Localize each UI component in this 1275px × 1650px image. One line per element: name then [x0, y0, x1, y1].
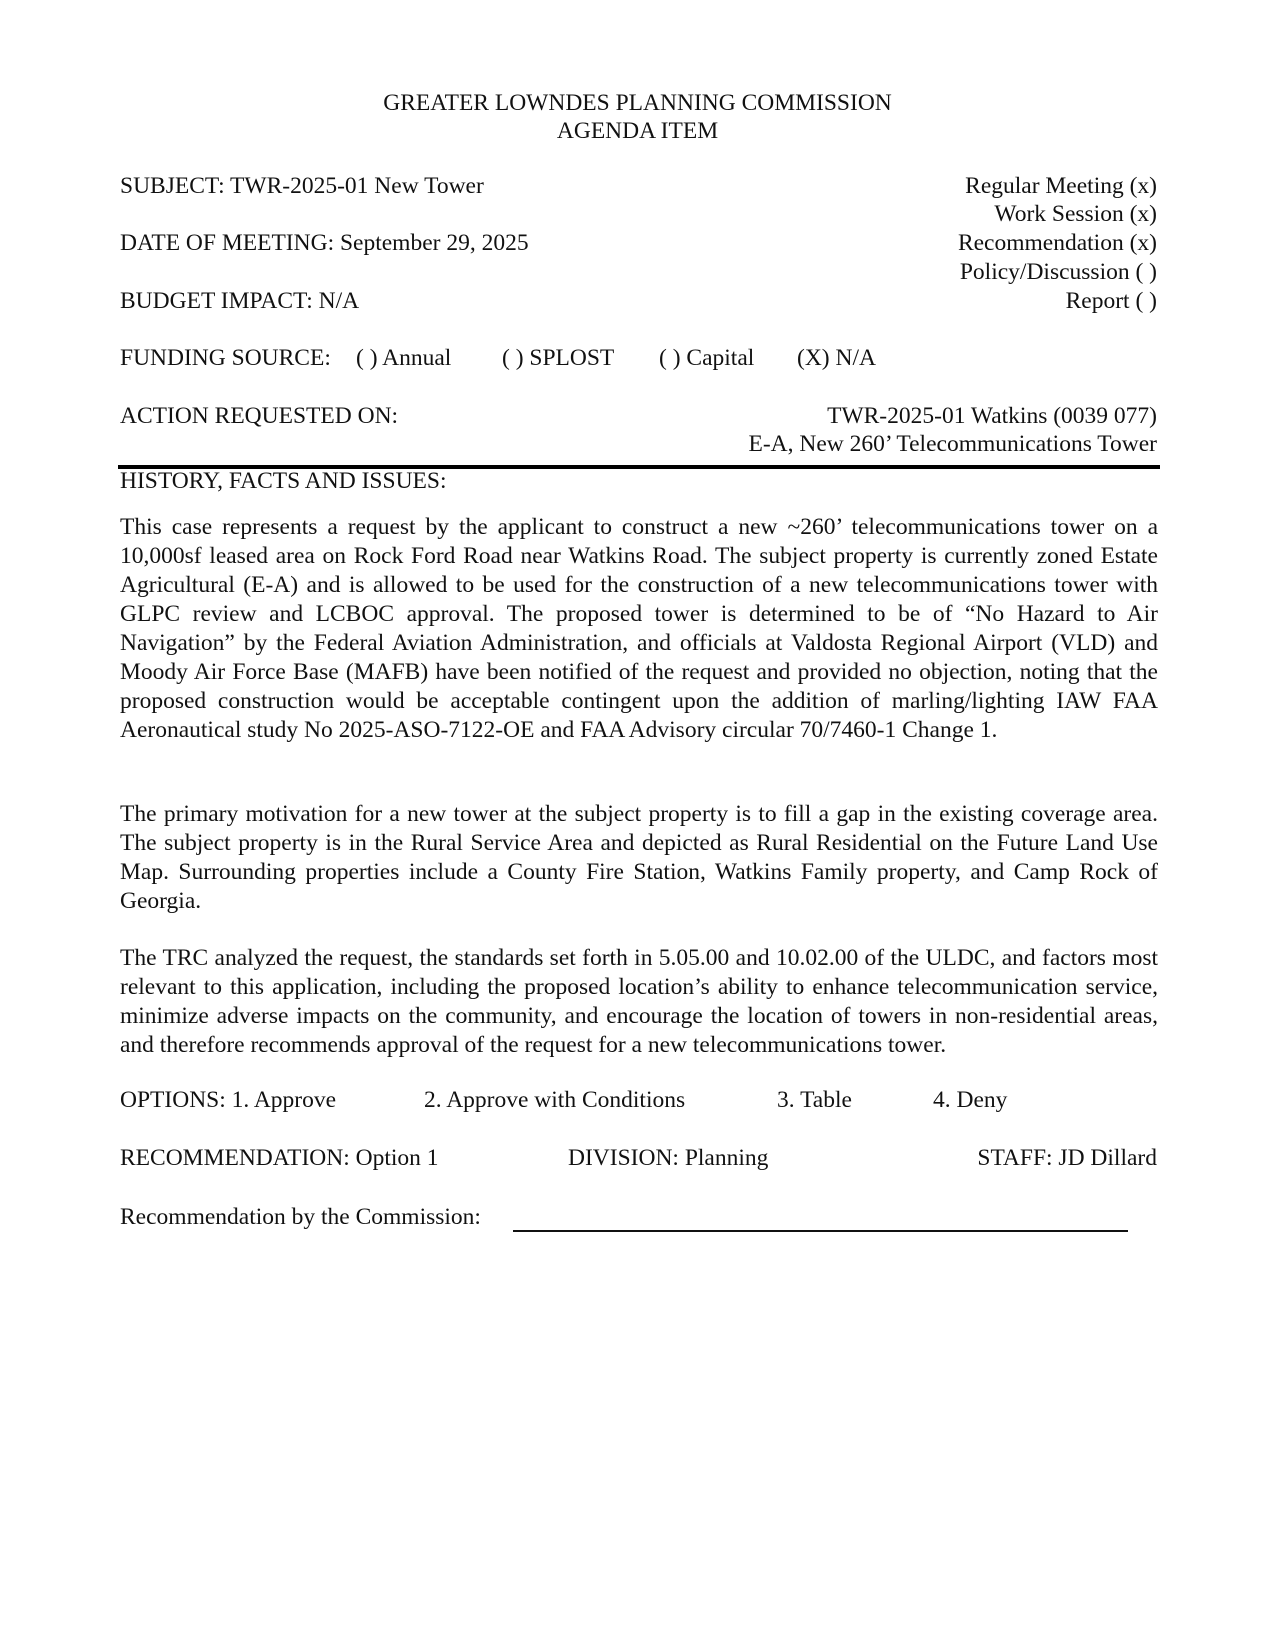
funding-source-label: FUNDING SOURCE:: [120, 345, 331, 371]
history-paragraph-3: The TRC analyzed the request, the standards set forth in 5.05.00 and 10.02.00 of the ULDC, and factors most relevant to this application, including the proposed location’s ability to enhance telecommunication service, minimize adverse impacts on the community, and encourage the location of towers in non-residential areas, and therefore recommends approval of the request for a new telecommunications tower.: [120, 945, 1158, 1058]
meeting-date-line: DATE OF MEETING: September 29, 2025: [120, 230, 529, 256]
meeting-type-regular: Regular Meeting (x): [965, 173, 1157, 199]
options-label: OPTIONS: 1. Approve: [120, 1087, 337, 1113]
history-heading: HISTORY, FACTS AND ISSUES:: [120, 468, 447, 494]
division-line: DIVISION: Planning: [568, 1145, 769, 1171]
funding-capital: ( ) Capital: [659, 345, 755, 371]
option-approve-with-conditions: 2. Approve with Conditions: [424, 1087, 686, 1113]
funding-na: (X) N/A: [797, 345, 876, 371]
option-table: 3. Table: [777, 1087, 852, 1113]
meeting-type-report: Report ( ): [1065, 288, 1157, 314]
action-requested-label: ACTION REQUESTED ON:: [120, 403, 399, 429]
commission-name: GREATER LOWNDES PLANNING COMMISSION: [383, 90, 892, 116]
document-header: [0, 89, 1275, 145]
funding-splost: ( ) SPLOST: [502, 345, 615, 371]
funding-annual: ( ) Annual: [356, 345, 452, 371]
meeting-type-recommendation: Recommendation (x): [957, 230, 1157, 256]
option-deny: 4. Deny: [933, 1087, 1008, 1113]
meeting-type-work-session: Work Session (x): [994, 201, 1157, 227]
action-case-number: TWR-2025-01 Watkins (0039 077): [827, 403, 1157, 429]
action-description: E-A, New 260’ Telecommunications Tower: [748, 431, 1157, 457]
meeting-type-policy: Policy/Discussion ( ): [959, 259, 1157, 285]
recommendation-line: RECOMMENDATION: Option 1: [120, 1145, 439, 1171]
document-type: AGENDA ITEM: [556, 118, 719, 144]
subject-line: SUBJECT: TWR-2025-01 New Tower: [120, 173, 484, 199]
history-paragraph-2: The primary motivation for a new tower at the subject property is to fill a gap in the existing coverage area. The subject property is in the Rural Service Area and depicted as Rural Residential on the Future Land Use Map. Surrounding properties include a County Fire Station, Watkins Family property, and Camp Rock of Georgia.: [120, 801, 1158, 914]
commission-recommendation-label: Recommendation by the Commission:: [120, 1204, 481, 1230]
history-paragraph-1: This case represents a request by the applicant to construct a new ~260’ telecommunications tower on a 10,000sf leased area on Rock Ford Road near Watkins Road. The subject property is currently zoned Estate Agricultural (E-A) and is allowed to be used for the construction of a new telecommunications tower with GLPC review and LCBOC approval. The proposed tower is determined to be of “No Hazard to Air Navigation” by the Federal Aviation Administration, and officials at Valdosta Regional Airport (VLD) and Moody Air Force Base (MAFB) have been notified of the request and provided no objection, noting that the proposed construction would be acceptable contingent upon the addition of marling/lighting IAW FAA Aeronautical study No 2025-ASO-7122-OE and FAA Advisory circular 70/7460-1 Change 1.: [120, 514, 1158, 743]
staff-line: STAFF: JD Dillard: [977, 1145, 1157, 1171]
budget-impact-line: BUDGET IMPACT: N/A: [120, 288, 360, 314]
commission-signature-line: [513, 1230, 1128, 1232]
